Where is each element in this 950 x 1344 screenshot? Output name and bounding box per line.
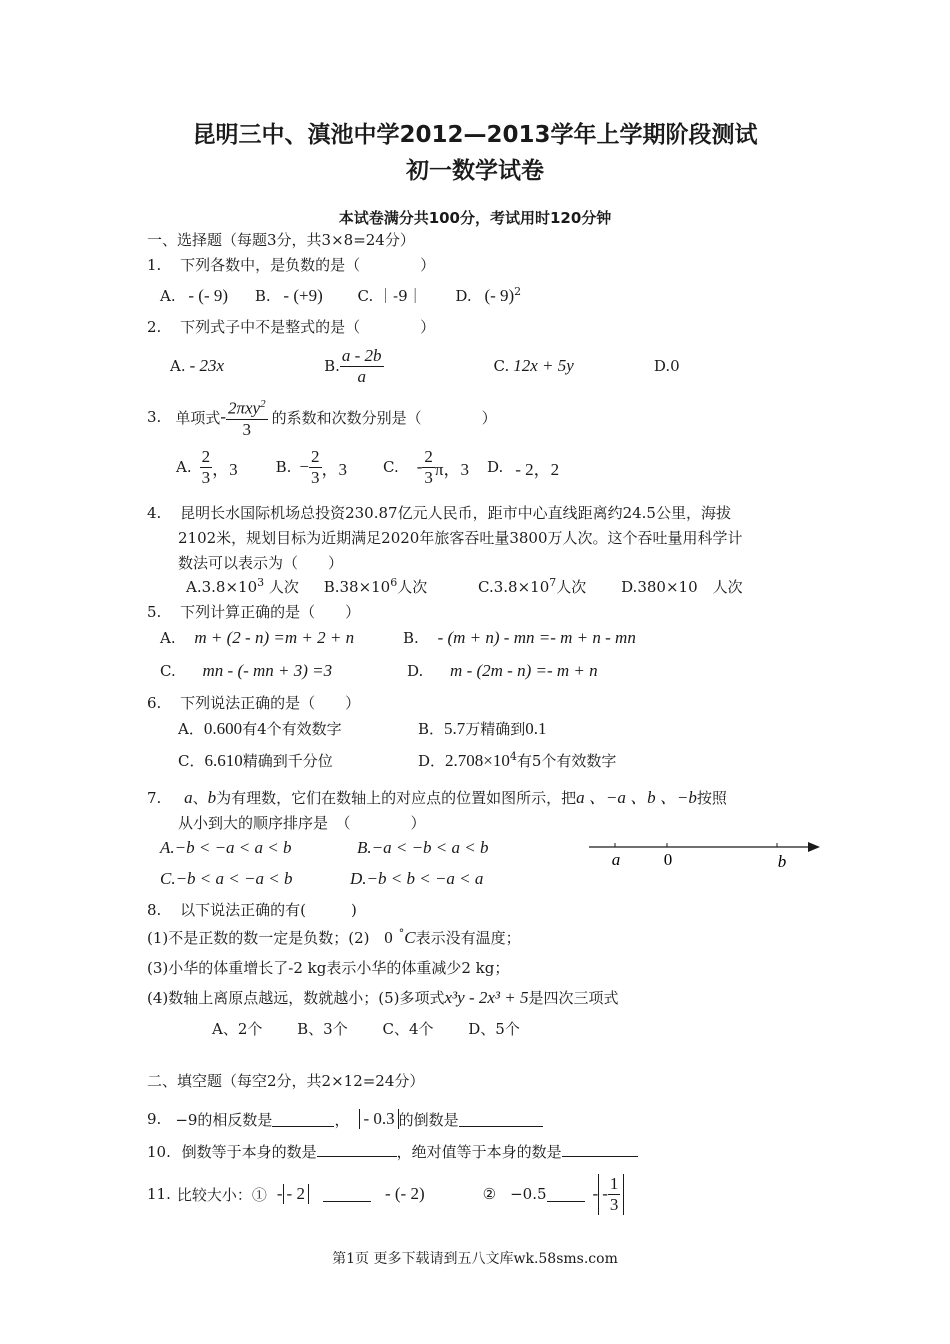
question-5-option-b: B. - (m + n) - mn =- m + n - mn [403,628,636,647]
question-number: 1. [147,256,162,274]
question-number: 4. [147,504,162,522]
question-4 [147,502,731,523]
question-1-options [160,285,521,306]
option-b-expr: - (m + n) - mn =- m + n - mn [437,628,636,647]
fraction-numerator: 2πxy [228,398,261,418]
question-11: 11. 比较大小：① - - 2 - (- 2) ② −0.5 - - $\frac{1}{3}$ [147,1170,624,1218]
page-footer: 第1页 更多下载请到五八文库wk.58sms.com [332,1251,618,1267]
answer-blank[interactable] [547,1187,585,1202]
option-d-label: D. [455,287,472,305]
question-number: 6. [147,694,162,712]
option-d-exponent: 2 [514,285,522,298]
fraction-exponent: 2 [260,398,266,411]
question-stem: 下列计算正确的是（ ） [180,603,361,621]
fraction-denominator: 3 [242,419,252,439]
question-6-option-b: B．5.7万精确到0.1 [418,719,547,738]
question-5-option-c: C. mn - (- mn + 3) =3 [160,661,333,680]
option-b-fraction: $\frac{2}{3}$ [311,446,320,487]
question-7-option-d: D.−b < b < −a < a [350,869,484,888]
option-b: B.38×10 [323,578,391,596]
question-8 [147,899,357,920]
page-title: 昆明三中、滇池中学2012—2013学年上学期阶段测试 [192,122,758,148]
question-stem: 下列说法正确的是（ ） [180,694,361,712]
question-number: 10. [147,1143,171,1161]
exam-note: 本试卷满分共100分，考试用时120分钟 [338,209,612,227]
option-a: A.3.8×10 [186,578,258,596]
option-a-expr: m + (2 - n) =m + 2 + n [194,628,355,647]
option-a-label: A. [176,458,192,476]
section-heading-fill: 二、填空题（每空2分，共2×12=24分） [147,1072,425,1090]
option-a-label: A. [170,357,186,375]
option-b-fraction [340,346,384,387]
option-b-label: B. [254,287,271,305]
question-number: 7. [147,789,162,807]
option-c-expr: 12x + 5y [513,356,574,375]
question-5-option-d: D. m - (2m - n) =- m + n [407,661,598,680]
option-c-post: π，3 [434,459,469,479]
question-number: 2. [147,318,162,336]
fraction-denominator: a [357,366,366,386]
question-5-option-a: A. m + (2 - n) =m + 2 + n [160,628,355,647]
question-6-option-c: C．6.610精确到千分位 [178,751,333,770]
label-zero: 0 [663,850,673,869]
question-7-option-b: B.−a < −b < a < b [357,838,489,857]
question-10: 10. 倒数等于本身的数是 ，绝对值等于本身的数是 [147,1141,638,1162]
question-stem-post: 的系数和次数分别是（ ） [271,408,497,427]
fraction: $\frac{1}{3}$ [609,1173,619,1214]
absolute-value: - 2 [283,1184,309,1204]
option-b-minus: − [299,457,309,476]
option-c-fraction: $\frac{2}{3}$ [424,446,433,487]
answer-blank[interactable] [317,1142,397,1157]
option-a-label: A. [160,287,176,305]
question-7-line-2: 从小到大的顺序排序是 （ ） [178,814,426,832]
question-3 [147,392,497,442]
option-d-label: D. [486,458,504,476]
question-line-1: 昆明长水国际机场总投资230.87亿元人民币，距市中心直线距离约24.5公里，海拔 [180,504,731,522]
option-c-label: C. [383,458,399,476]
option-a-expr: - (- 9) [188,286,229,305]
option-a-fraction: $\frac{2}{3}$ [201,446,211,487]
question-6 [147,692,360,713]
option-b-expr: - (+9) [283,286,323,305]
number-line-diagram [585,836,825,876]
question-number: 9. [147,1110,162,1128]
question-8-statement-3: (3)小华的体重增长了-2 kg表示小华的体重减少2 kg； [147,959,510,977]
answer-blank[interactable] [272,1112,334,1127]
option-b-label: B. [324,357,340,375]
stem-minus: - [220,407,226,426]
option-a-post: ，3 [212,459,238,479]
absolute-value-fraction: - $\frac{1}{3}$ [598,1174,624,1215]
question-stem: 以下说法正确的有( ) [180,901,357,919]
question-8-options: A、2个 B、3个 C、4个 D、5个 [212,1020,520,1038]
question-8-statement-4: (4)数轴上离原点越远，数就越小；(5)多项式x³y - 2x³ + 5是四次三项式 [147,988,619,1007]
fraction-numerator: a - 2b [341,345,382,365]
question-9: 9. −9的相反数是 ， - 0.3 的倒数是 [147,1106,543,1132]
option-c: C. ｜-9｜ [357,287,423,305]
question-2 [147,316,435,337]
question-number: 8. [147,901,162,919]
label-a: a [611,850,621,869]
question-6-option-a: A．0.600有4个有效数字 [178,719,342,738]
option-d-expr: (- 9) [484,286,515,305]
question-4-line-2: 2102米，规划目标为近期满足2020年旅客吞吐量3800万人次。这个吞吐量用科学计 [178,529,743,547]
question-stem-pre: 单项式 [175,408,221,427]
question-7: 7. a、b为有理数，它们在数轴上的对应点的位置如图所示，把a 、−a 、b 、−b按照 [147,788,727,807]
option-d: D.380×10 人次 [621,578,743,596]
question-4-line-3: 数法可以表示为（ ） [178,554,344,572]
option-d-expr: - 2，2 [515,459,560,479]
absolute-value: - 0.3 [359,1109,398,1129]
question-number: 11. [147,1185,171,1203]
option-d: D.0 [653,357,680,375]
option-b-label: B. [275,458,292,476]
page-subtitle: 初一数学试卷 [406,158,544,184]
option-b-post: ，3 [321,459,347,479]
question-7-option-a: A.−b < −a < a < b [160,838,292,857]
option-d-expr: m - (2m - n) =- m + n [450,661,598,680]
question-7-option-c: C.−b < a < −a < b [160,869,293,888]
answer-blank[interactable] [323,1187,371,1202]
question-stem: 下列式子中不是整式的是（ ） [180,318,436,336]
answer-blank[interactable] [459,1112,543,1127]
answer-blank[interactable] [562,1142,638,1157]
question-5 [147,601,360,622]
section-heading-choice: 一、选择题（每题3分，共3×8=24分） [147,231,415,249]
question-8-statement-1: (1)不是正数的数一定是负数；(2) 0 °C表示没有温度； [147,927,521,947]
question-2-options [170,342,680,390]
question-number: 5. [147,603,162,621]
question-number: 3. [147,408,162,426]
monomial-fraction [226,394,268,440]
question-1 [147,254,435,275]
question-4-options: $A.3.8\times 10^3$ 人次 $B.38\times 10^6$人次 $C.3.8\times 10^7$人次 D.380×10 人次 [186,576,743,596]
option-c-minus: - [416,457,423,476]
label-b: b [777,852,787,871]
question-6-option-d: D．$2.708\times 10^4$有5个有效数字 [418,750,617,770]
option-c: C.3.8×10 [478,578,550,596]
axis-arrow [808,842,820,852]
option-c-expr: mn - (- mn + 3) =3 [202,661,333,680]
question-stem: 下列各数中，是负数的是（ ） [180,256,436,274]
question-3-options [176,443,559,491]
option-c-label: C. [493,357,510,375]
option-a-expr: - 23x [189,356,225,375]
